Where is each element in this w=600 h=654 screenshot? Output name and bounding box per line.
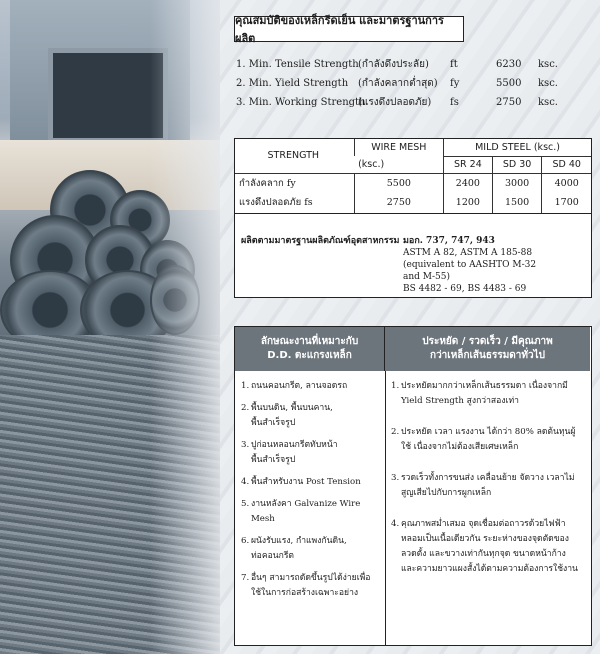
item-text: งานหลังคา Galvanize Wire Mesh <box>251 499 361 524</box>
item-number: 1. <box>241 381 250 391</box>
row-label: กำลังคลาก fy <box>239 177 296 189</box>
property-name: 3. Min. Working Strength <box>236 97 366 108</box>
cell-sd30: 1500 <box>492 193 542 213</box>
property-thai: (กำลังดึงประลัย) <box>358 59 429 70</box>
standards-line: มอก. 737, 747, 943 <box>403 236 495 246</box>
section-title <box>234 14 464 45</box>
standards-line: ASTM A 82, ASTM A 185-88 <box>403 248 533 258</box>
header-wire-mesh-unit: (ksc.) <box>354 156 443 173</box>
property-row <box>236 93 596 112</box>
header-sr24: SR 24 <box>444 156 493 173</box>
header-wire-mesh: WIRE MESH <box>354 139 443 156</box>
cell-sr24: 2400 <box>444 173 493 193</box>
item-text: พื้นบนดิน, พื้นบนคาน, พื้นสำเร็จรูป <box>251 403 333 428</box>
item-text: คุณภาพสม่ำเสมอ จุดเชื่อมต่อถาวรด้วยไฟฟ้า หลอมเป็นเนื้อเดียวกัน ระยะห่างของจุดตัดของ ลวดตั้ง และขวางเท่ากันทุกจุด ขนาดหน้าก้าง และความยาวแผงสั้งได้ตามความต้องการใช้งาน <box>401 519 578 574</box>
cell-wire-mesh: 2750 <box>354 193 443 213</box>
property-value: 5500 <box>496 78 522 89</box>
applications-heading-line2: D.D. ตะแกรงเหล็ก <box>267 350 352 361</box>
strength-table <box>235 139 591 214</box>
features-box <box>234 326 592 646</box>
header-strength: STRENGTH <box>235 139 354 173</box>
list-item <box>241 475 381 490</box>
table-row <box>235 173 591 193</box>
item-text: ประหยัด เวลา แรงงาน ได้กว่า 80% ลดต้นทุนผู้ ใช้ เนื่องจากไม่ต้องเสียเศษเหล็ก <box>401 427 576 452</box>
header-sd40: SD 40 <box>542 156 591 173</box>
cell-sd40: 1700 <box>542 193 591 213</box>
standards-label: ผลิตตามมาตรฐานผลิตภัณฑ์อุตสาหกรรม : <box>241 236 407 246</box>
header-sd30: SD 30 <box>492 156 542 173</box>
item-number: 4. <box>391 519 400 529</box>
item-text: ผนังรับแรง, กำแพงกันดิน, ท่อคอนกรีต <box>251 536 347 561</box>
item-number: 3. <box>241 440 250 450</box>
property-thai: (แรงดึงปลอดภัย) <box>358 97 432 108</box>
benefits-heading-line1: ประหยัด / รวดเร็ว / มีคุณภาพ <box>422 336 553 347</box>
property-row <box>236 74 596 93</box>
properties-list <box>236 55 596 112</box>
standards-line: (equivalent to AASHTO M-32 <box>403 260 537 270</box>
item-number: 2. <box>391 427 400 437</box>
wire-coil-photo <box>0 0 220 654</box>
property-unit: ksc. <box>538 97 558 108</box>
list-item <box>241 497 381 527</box>
cell-sd30: 3000 <box>492 173 542 193</box>
section-title-text: คุณสมบัติของเหล็กรีดเย็น และมาตรฐานการผลิต <box>235 14 444 45</box>
item-number: 3. <box>391 473 400 483</box>
item-number: 5. <box>241 499 250 509</box>
benefits-heading-line2: กว่าเหล็กเส้นธรรมดาทั่วไป <box>430 350 545 361</box>
applications-heading-line1: ลักษณะงานที่เหมาะกับ <box>260 336 359 347</box>
property-name: 1. Min. Tensile Strength <box>236 59 359 70</box>
item-text: ประหยัดมากกว่าเหล็กเส้นธรรมดา เนื่องจากมี Yield Strength สูงกว่าสองเท่า <box>401 381 568 406</box>
header-mild-steel: MILD STEEL (ksc.) <box>444 139 591 156</box>
photo-fade <box>150 0 220 654</box>
column-divider <box>385 371 386 645</box>
list-item <box>391 425 587 455</box>
benefits-heading <box>385 327 590 371</box>
list-item <box>241 401 381 431</box>
standards-line: and M-55) <box>403 272 451 282</box>
cell-wire-mesh: 5500 <box>354 173 443 193</box>
item-number: 7. <box>241 573 250 583</box>
property-thai: (กำลังคลากต่ำสุด) <box>358 78 438 89</box>
item-text: อื่นๆ สามารถดัดขึ้นรูปได้ง่ายเพื่อ ใช้ในการก่อสร้างเฉพาะอย่าง <box>251 573 371 598</box>
cell-sd40: 4000 <box>542 173 591 193</box>
property-symbol: fs <box>450 97 459 108</box>
item-number: 2. <box>241 403 250 413</box>
list-item <box>391 379 587 409</box>
item-text: ปูก่อนหลอนกรีตทับหน้า พื้นสำเร็จรูป <box>251 440 338 465</box>
applications-heading <box>235 327 385 371</box>
item-number: 1. <box>391 381 400 391</box>
standards-line: BS 4482 - 69, BS 4483 - 69 <box>403 284 527 294</box>
item-number: 4. <box>241 477 250 487</box>
list-item <box>241 379 381 394</box>
property-symbol: fy <box>450 78 460 89</box>
property-row <box>236 55 596 74</box>
list-item <box>241 438 381 468</box>
item-number: 6. <box>241 536 250 546</box>
strength-table-box <box>234 138 592 298</box>
row-label: แรงดึงปลอดภัย fs <box>235 193 354 213</box>
item-text: พื้นสำหรับงาน Post Tension <box>251 477 361 487</box>
list-item <box>241 534 381 564</box>
table-row <box>235 193 591 213</box>
applications-list <box>241 379 381 601</box>
property-value: 2750 <box>496 97 522 108</box>
benefits-list <box>391 379 587 577</box>
list-item <box>241 571 381 601</box>
item-text: รวดเร็วทั้งการขนส่ง เคลื่อนย้าย จัดวาง เวลาไม่ สูญเสียไปกับการผูกเหล็ก <box>401 473 575 498</box>
property-symbol: ft <box>450 59 458 70</box>
list-item <box>391 471 587 501</box>
property-unit: ksc. <box>538 78 558 89</box>
item-text: ถนนคอนกรีต, ลานจอดรถ <box>251 381 348 391</box>
cell-sr24: 1200 <box>444 193 493 213</box>
property-value: 6230 <box>496 59 522 70</box>
property-unit: ksc. <box>538 59 558 70</box>
property-name: 2. Min. Yield Strength <box>236 78 349 89</box>
list-item <box>391 517 587 577</box>
